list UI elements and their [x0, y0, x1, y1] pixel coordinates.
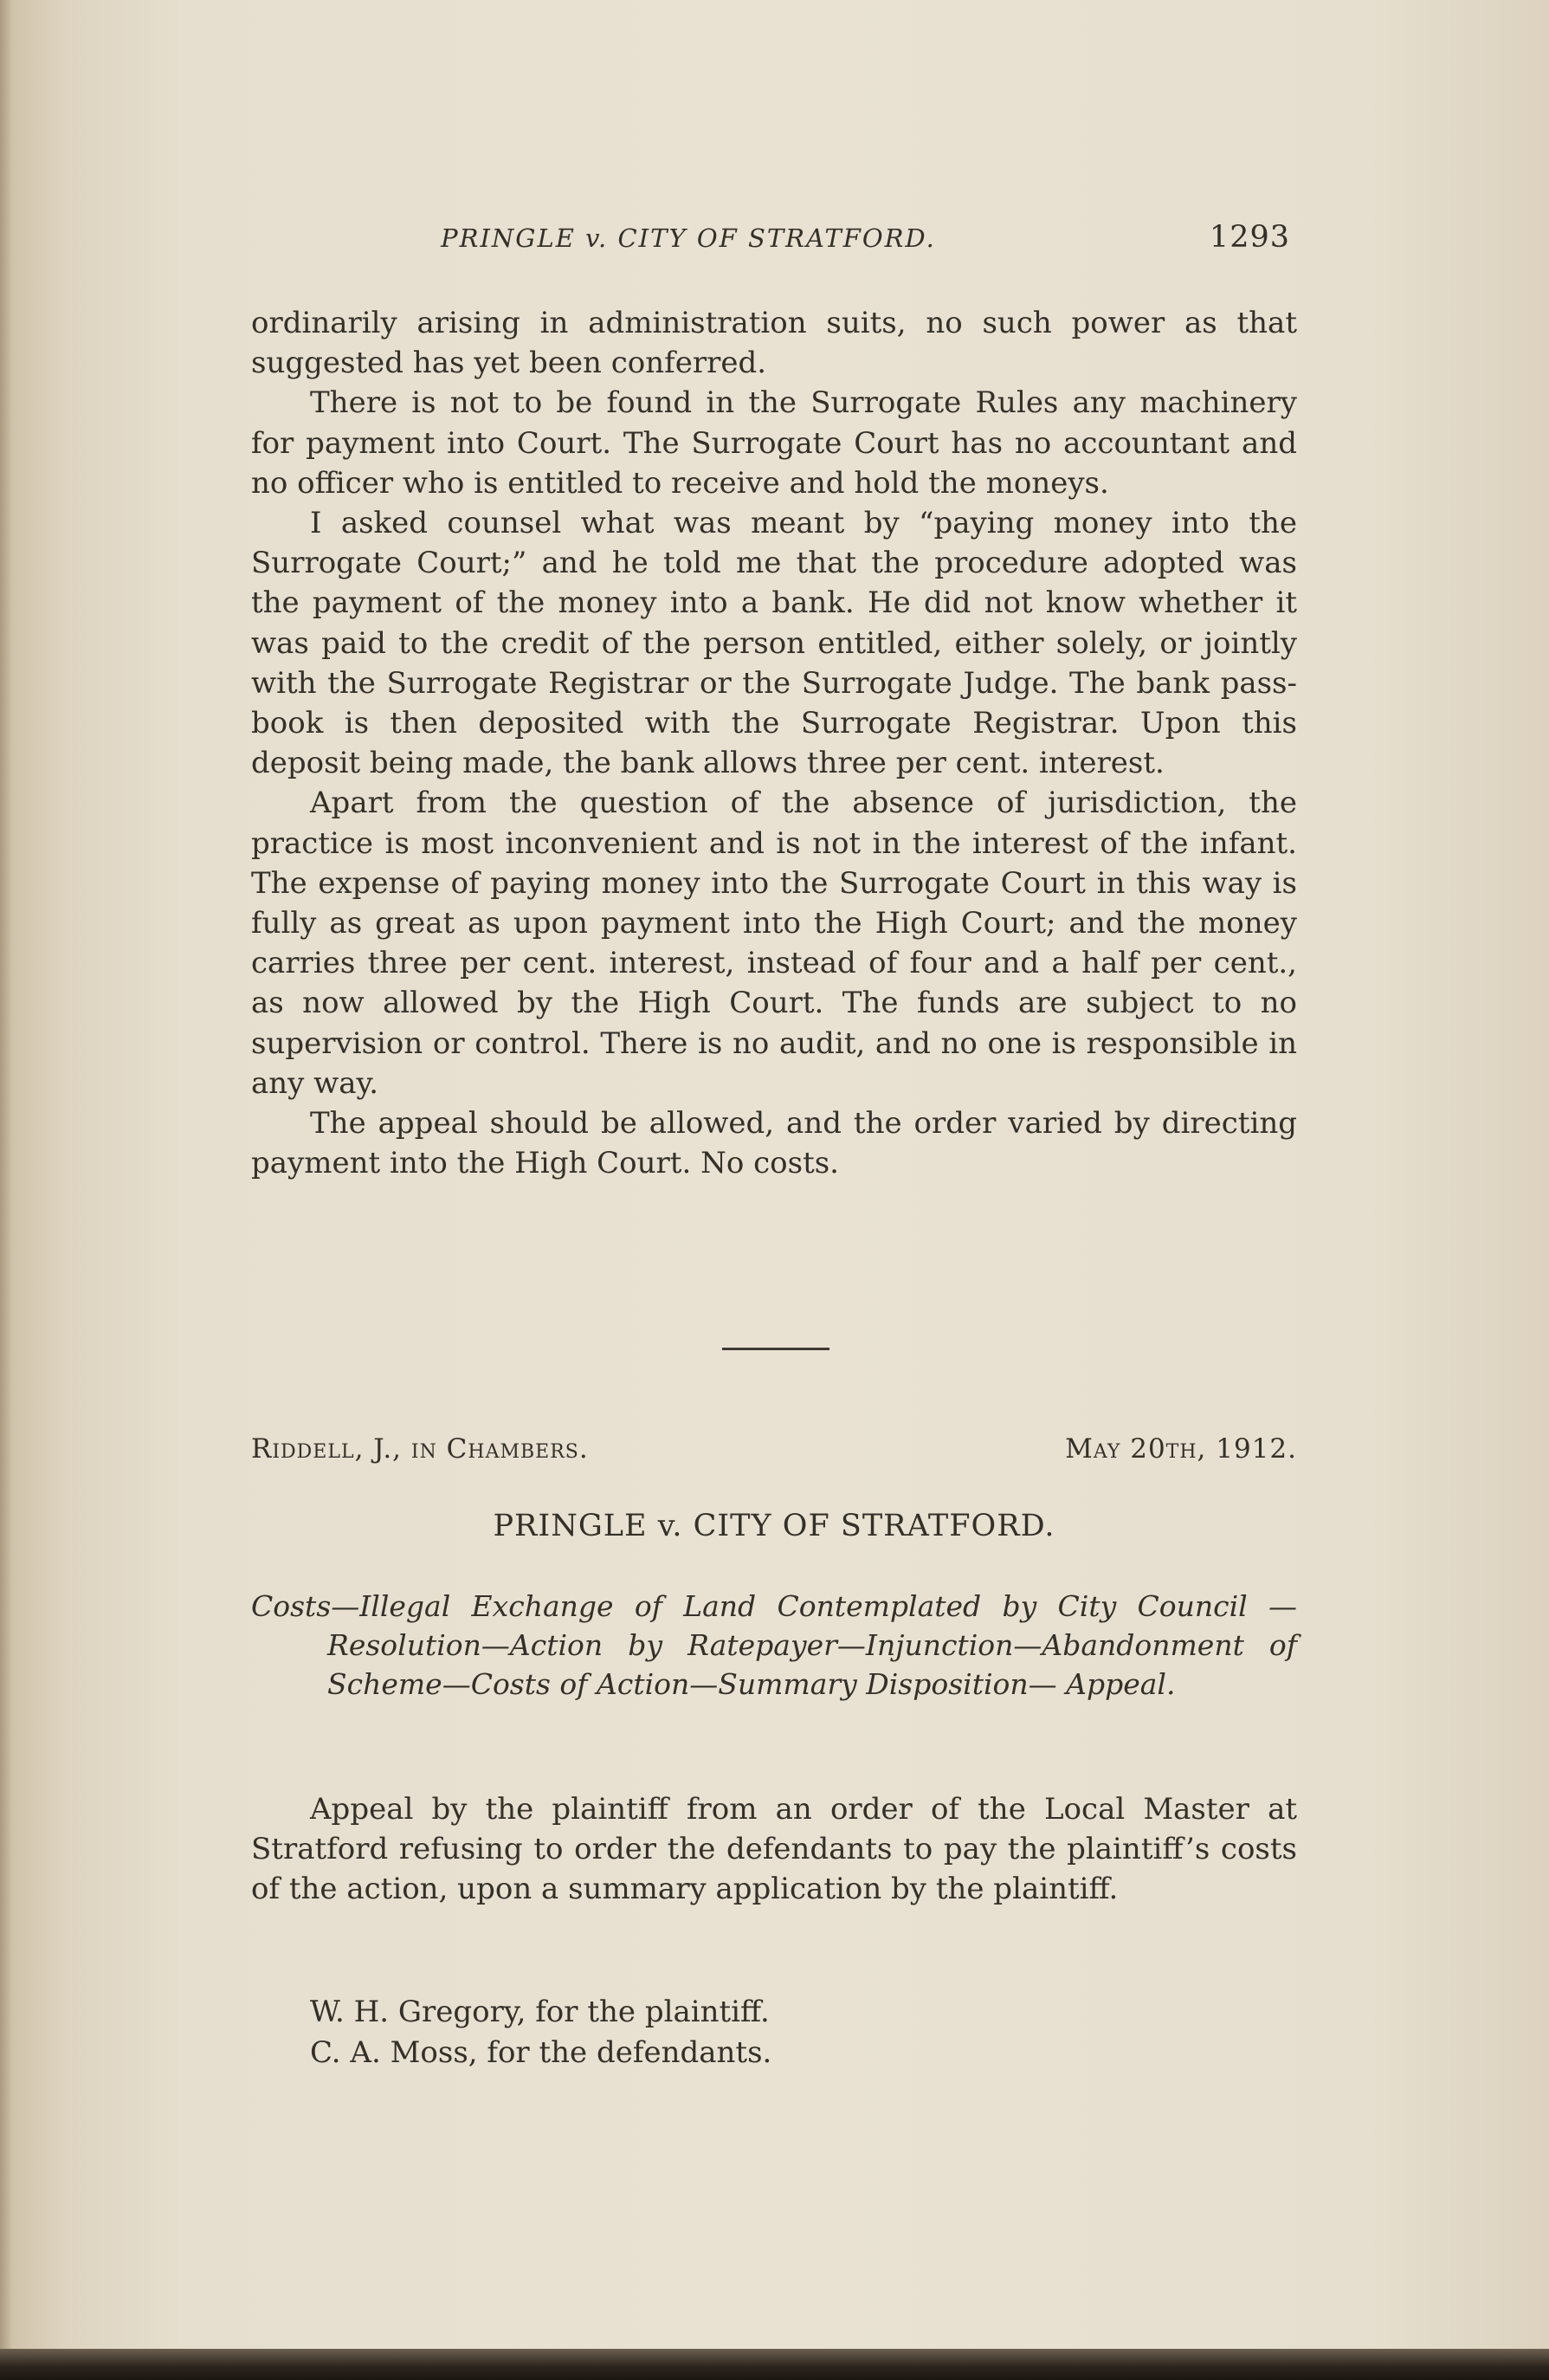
headnote: Costs—Illegal Exchange of Land Contemplated by City Council —Resolution—Action by Ratepayer—Injunction—Abandonment of Scheme—Costs of Action—Summary Disposition— Appeal. — [251, 1589, 1297, 1701]
judgment-text — [251, 303, 1297, 1183]
paragraph: ordinarily arising in administration suits, no such power as that suggested has yet been conferred. — [251, 306, 1297, 381]
running-head — [255, 220, 1290, 258]
paragraph: There is not to be found in the Surrogate Rules any machinery for payment into Court. The Surrogate Court has no accountant and no officer who is entitled to receive and hold the moneys. — [251, 385, 1297, 501]
page-bottom-edge — [0, 2349, 1549, 2380]
case-heading-line — [251, 1433, 1297, 1468]
case-title: PRINGLE v. CITY OF STRATFORD. — [493, 1509, 1055, 1543]
appeal-paragraph: Appeal by the plaintiff from an order of the Local Master at Stratford refusing to order the defendants to pay the plaintiff’s costs of the action, upon a summary application by the plaintiff. — [251, 1792, 1297, 1907]
page-gutter-shadow — [0, 0, 12, 2380]
paragraph: Apart from the question of the absence of jurisdiction, the practice is most inconvenient and is not in the interest of the infant. The expense of paying money into the Surrogate Court in this way is fully as great as upon payment into the High Court; and the money carries three per cent. interest, instead of four and a half per cent., as now allowed by the High Court. The funds are subject to no supervision or control. There is no audit, and no one is responsible in any way. — [251, 786, 1297, 1101]
paragraph: The appeal should be allowed, and the order varied by directing payment into the High Court. No costs. — [251, 1106, 1297, 1181]
running-title: PRINGLE v. CITY OF STRATFORD. — [441, 223, 936, 253]
judge-line: Riddell, J., in Chambers. — [251, 1433, 589, 1465]
case-date: May 20th, 1912. — [1065, 1433, 1297, 1465]
section-divider — [722, 1348, 829, 1350]
paragraph: I asked counsel what was meant by “paying money into the Surrogate Court;” and he told me that the procedure adopted was the payment of the money into a bank. He did not know whether it was paid to the credit of the person entitled, either solely, or jointly with the Surrogate Registrar or the Surrogate Judge. The bank pass-book is then deposited with the Surrogate Registrar. Upon this deposit being made, the bank allows three per cent. interest. — [251, 506, 1297, 781]
counsel-list — [310, 1992, 1262, 2073]
page-number: 1293 — [1209, 220, 1290, 255]
counsel-plaintiff: W. H. Gregory, for the plaintiff. — [310, 1995, 770, 2029]
counsel-defendants: C. A. Moss, for the defendants. — [310, 2035, 772, 2070]
